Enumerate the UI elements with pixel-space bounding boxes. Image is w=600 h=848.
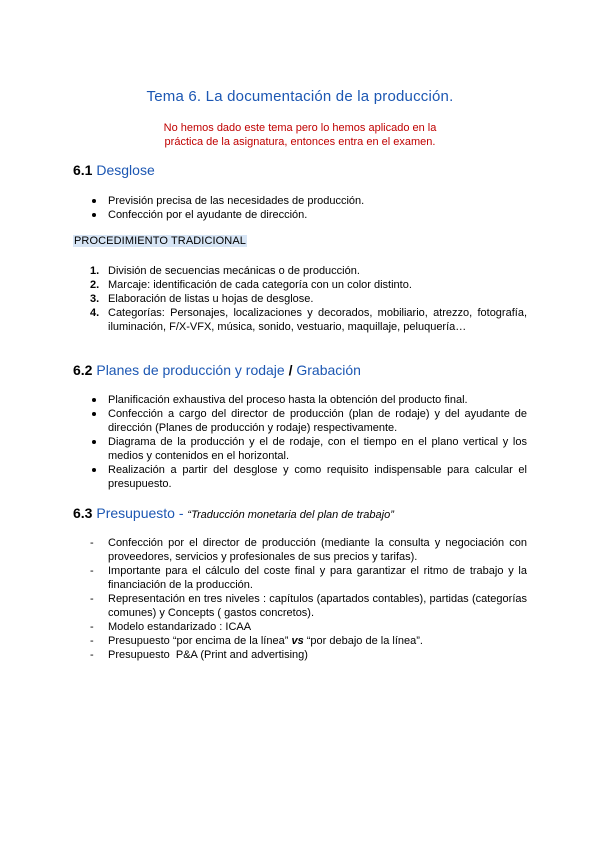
item-text: Presupuesto “por encima de la línea” bbox=[108, 635, 289, 647]
section-title: Presupuesto - bbox=[96, 505, 184, 521]
step-text: División de secuencias mecánicas o de producción. bbox=[108, 265, 360, 277]
presupuesto-items bbox=[90, 536, 527, 662]
section-number: 6.1 bbox=[73, 162, 93, 178]
step-number: 3. bbox=[90, 293, 100, 305]
list-item bbox=[90, 278, 527, 292]
list-item: Confección a cargo del director de producción (plan de rodaje) y del ayudante de dirección (Planes de producción y rodaje) respectivamente. bbox=[90, 407, 527, 435]
step-number: 4. bbox=[90, 307, 100, 319]
step-number: 2. bbox=[90, 279, 100, 291]
section-6-3-heading bbox=[73, 505, 394, 521]
step-number: 1. bbox=[90, 265, 100, 277]
list-item: Confección por el ayudante de dirección. bbox=[90, 208, 527, 222]
list-item: Planificación exhaustiva del proceso hasta la obtención del producto final. bbox=[90, 393, 527, 407]
procedure-steps bbox=[90, 264, 527, 334]
section-quote: “Traducción monetaria del plan de trabajo” bbox=[187, 509, 394, 521]
list-item: - Modelo estandarizado : ICAA bbox=[90, 620, 527, 634]
list-item: Previsión precisa de las necesidades de producción. bbox=[90, 194, 527, 208]
list-item bbox=[90, 306, 527, 334]
list-item: - Importante para el cálculo del coste final y para garantizar el ritmo de trabajo y la financiación de la producción. bbox=[90, 564, 527, 592]
section-title-2: Grabación bbox=[296, 362, 361, 378]
list-item: Diagrama de la producción y el de rodaje, con el tiempo en el plano vertical y los medios y contenidos en el horizontal. bbox=[90, 435, 527, 463]
section-title: Planes de producción y rodaje bbox=[96, 362, 285, 378]
list-item bbox=[90, 634, 527, 648]
list-item: - Presupuesto P&A (Print and advertising) bbox=[90, 648, 527, 662]
list-item: Realización a partir del desglose y como requisito indispensable para calcular el presupuesto. bbox=[90, 463, 527, 491]
desglose-bullets bbox=[90, 194, 527, 222]
step-text: Categorías: Personajes, localizaciones y decorados, mobiliario, atrezzo, fotografía, iluminación, F/X-VFX, música, sonido, vestuario, maquillaje, peluquería… bbox=[108, 307, 527, 333]
section-separator: / bbox=[288, 362, 293, 378]
item-text: “por debajo de la línea”. bbox=[306, 635, 423, 647]
section-title: Desglose bbox=[96, 162, 155, 178]
list-item: - Confección por el director de producción (mediante la consulta y negociación con proveedores, servicios y profesionales de sus precios y tarifas). bbox=[90, 536, 527, 564]
list-item bbox=[90, 292, 527, 306]
exam-note bbox=[0, 121, 600, 149]
list-item bbox=[90, 264, 527, 278]
procedure-label: PROCEDIMIENTO TRADICIONAL bbox=[74, 235, 247, 247]
section-number: 6.2 bbox=[73, 362, 93, 378]
vs-label: vs bbox=[291, 635, 304, 647]
page-title: Tema 6. La documentación de la producción. bbox=[146, 88, 454, 105]
section-6-2-heading bbox=[73, 362, 361, 378]
list-item: - Representación en tres niveles : capítulos (apartados contables), partidas (categorías comunes) y Concepts ( gastos concretos). bbox=[90, 592, 527, 620]
step-text: Elaboración de listas u hojas de desglose. bbox=[108, 293, 314, 305]
step-text: Marcaje: identificación de cada categoría con un color distinto. bbox=[108, 279, 412, 291]
note-line-1: No hemos dado este tema pero lo hemos aplicado en la bbox=[163, 122, 437, 134]
planes-bullets bbox=[90, 393, 527, 491]
note-line-2: práctica de la asignatura, entonces entra en el examen. bbox=[164, 136, 436, 148]
section-6-1-heading bbox=[73, 162, 155, 178]
section-number: 6.3 bbox=[73, 505, 93, 521]
